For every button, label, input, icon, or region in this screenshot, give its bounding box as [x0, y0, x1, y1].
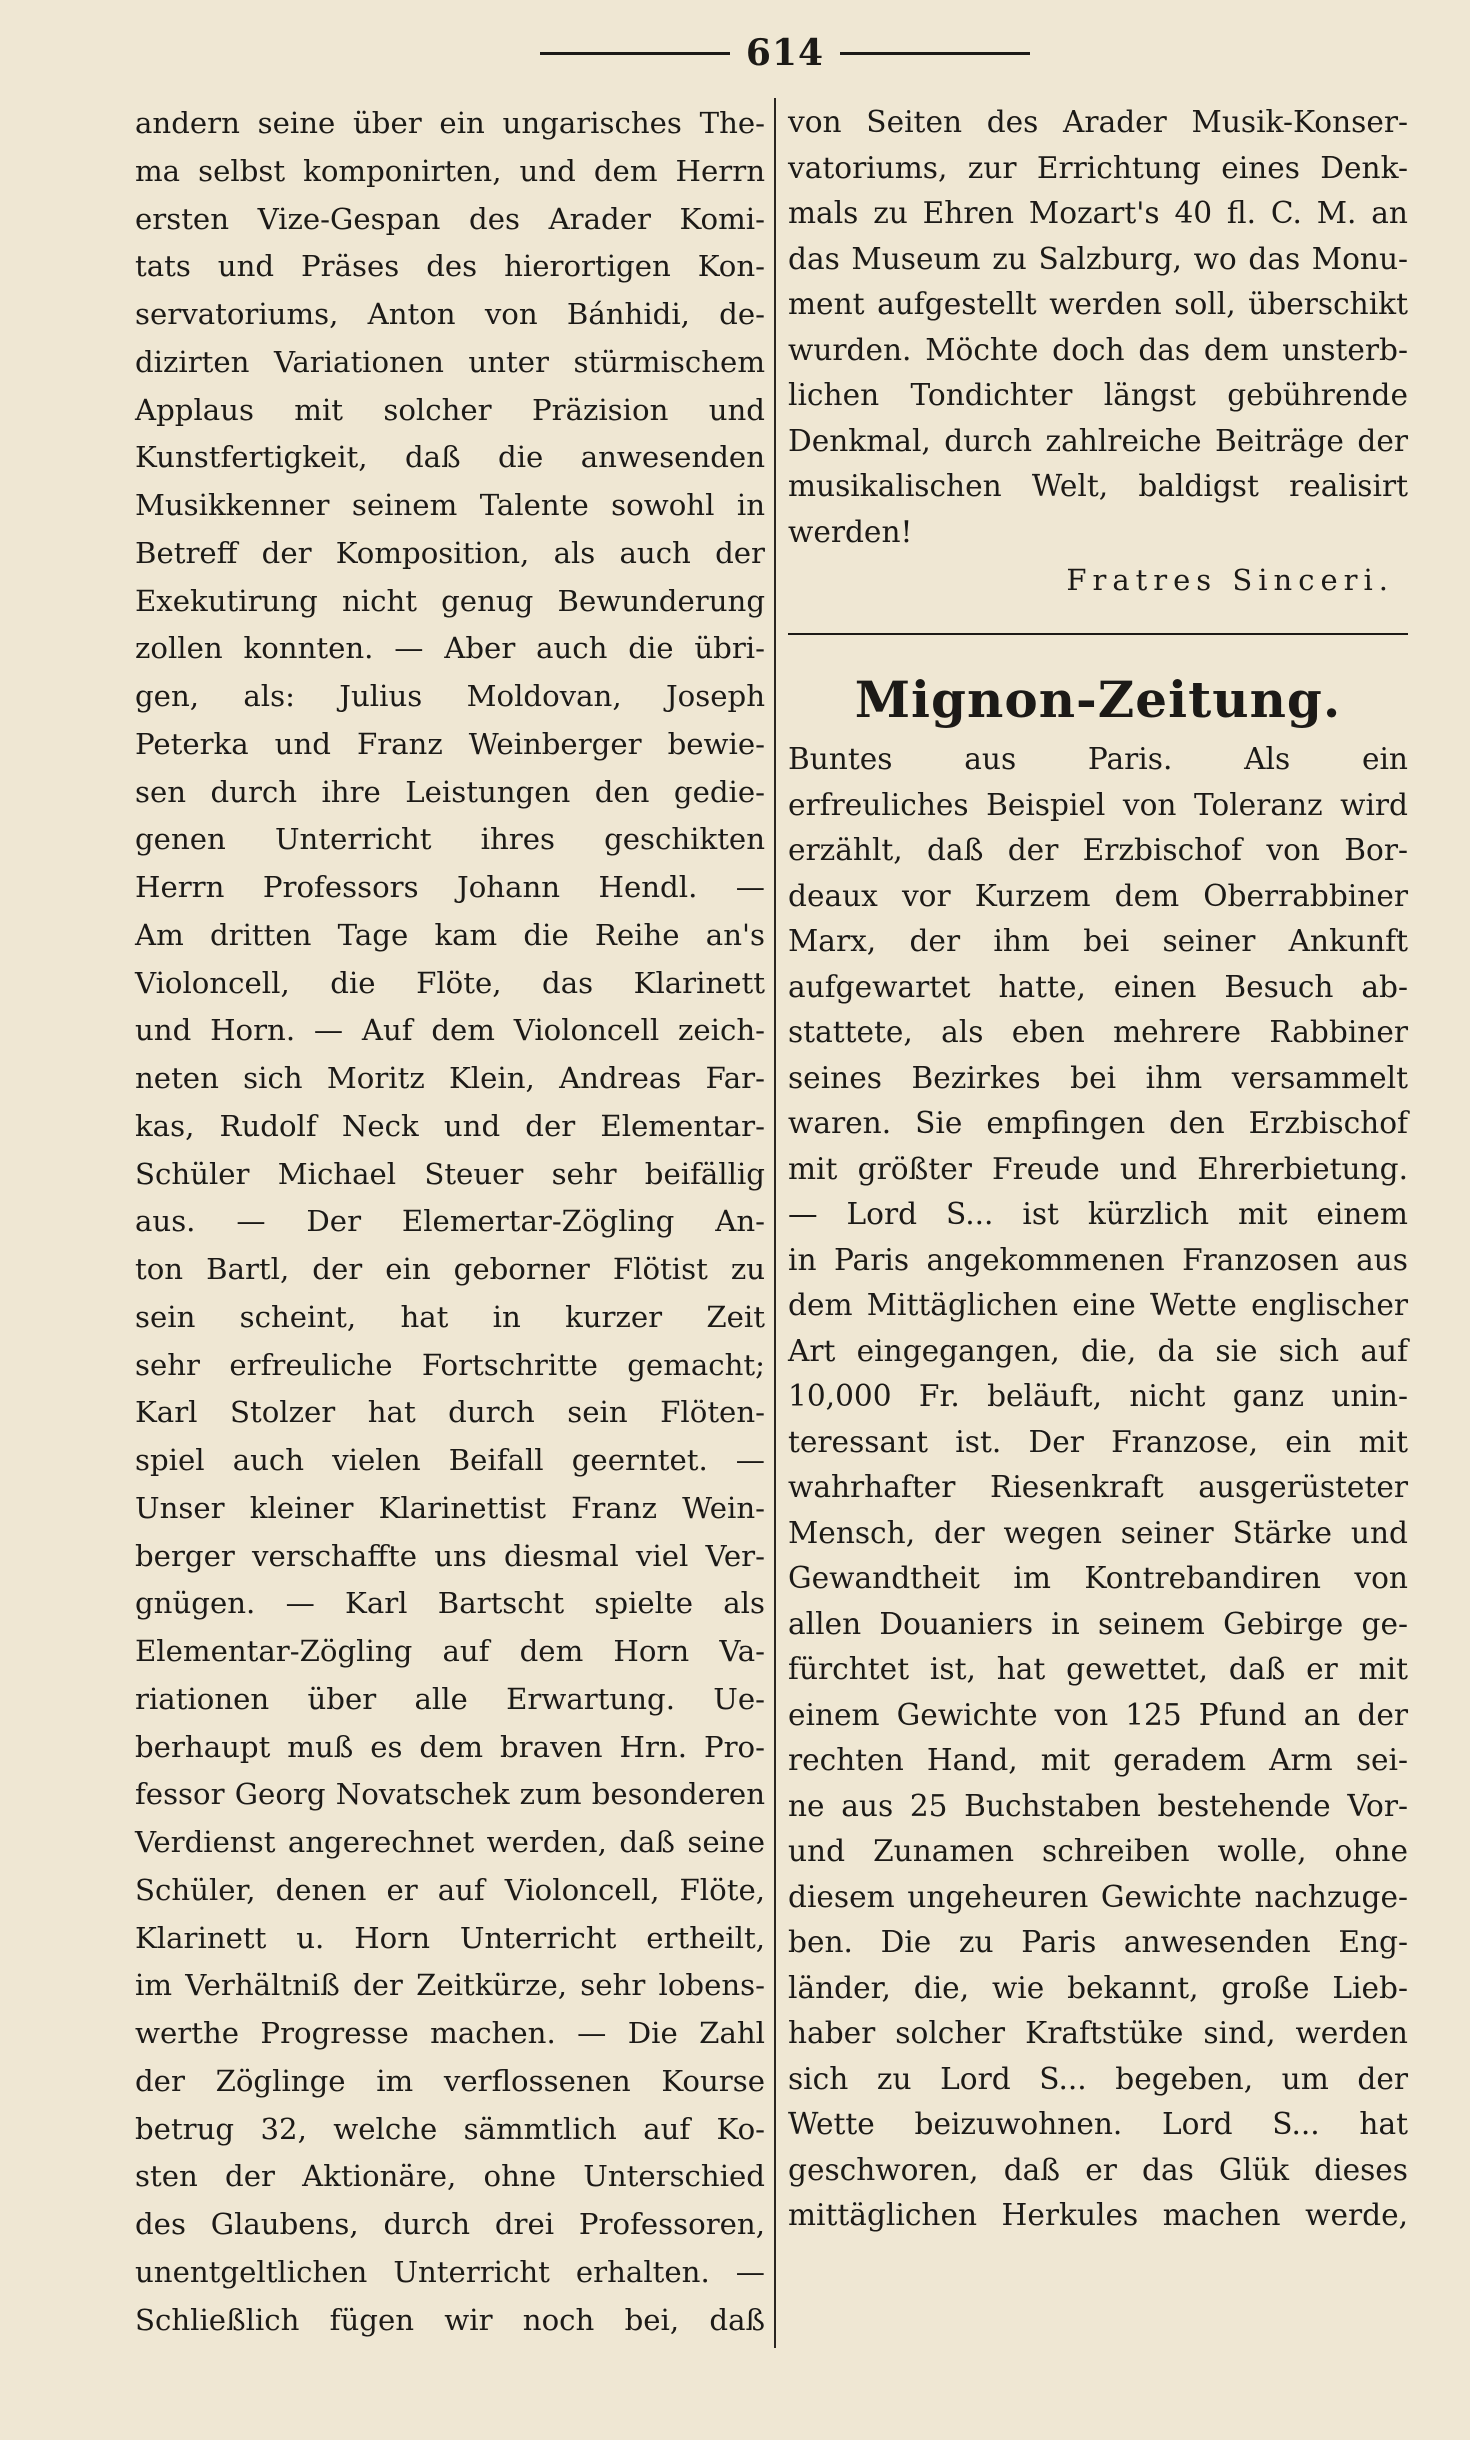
text-line: sen durch ihre Leistungen den gedie- [135, 774, 765, 809]
text-line: werthe Progresse machen. — Die Zahl [135, 2016, 765, 2050]
text-line: zollen konnten. — Aber auch die übri- [135, 631, 765, 666]
text-line: wahrhafter Riesenkraft ausgerüsteter [788, 1470, 1408, 1504]
text-line: vatoriums, zur Errichtung eines Denk- [788, 150, 1408, 185]
text-line: sein scheint, hat in kurzer Zeit [135, 1299, 765, 1334]
text-line: allen Douaniers in seinem Gebirge ge- [788, 1606, 1408, 1641]
text-line: Marx, der ihm bei seiner Ankunft [788, 924, 1408, 958]
page-header [540, 28, 1030, 78]
text-line: Elementar-Zögling auf dem Horn Va- [135, 1634, 765, 1668]
text-line: diesem ungeheuren Gewichte nachzuge- [788, 1879, 1408, 1914]
text-line: sten der Aktionäre, ohne Unterschied [135, 2159, 765, 2194]
text-line: sehr erfreuliche Fortschritte gemacht; [135, 1347, 765, 1382]
text-line: genen Unterricht ihres geschikten [135, 822, 765, 857]
text-line: Peterka und Franz Weinberger bewie- [135, 726, 765, 761]
text-line: dem Mittäglichen eine Wette englischer [788, 1288, 1408, 1322]
text-line: stattete, als eben mehrere Rabbiner [788, 1015, 1408, 1049]
text-line: Musikkenner seinem Talente sowohl in [135, 488, 765, 522]
text-line: dizirten Variationen unter stürmischem [135, 344, 765, 379]
text-line: gen, als: Julius Moldovan, Joseph [135, 679, 765, 713]
text-line: Klarinett u. Horn Unterricht ertheilt, [135, 1920, 765, 1955]
header-rule-right [840, 52, 1030, 55]
text-line: aus. — Der Elemertar-Zögling An- [135, 1204, 765, 1239]
text-line: Art eingegangen, die, da sie sich auf [788, 1333, 1408, 1368]
text-line: fürchtet ist, hat gewettet, daß er mit [788, 1652, 1408, 1686]
text-line: andern seine über ein ungarisches The- [135, 106, 765, 140]
text-line: Am dritten Tage kam die Reihe an's [135, 917, 765, 952]
text-line: aufgewartet hatte, einen Besuch ab- [788, 969, 1408, 1004]
section-divider [788, 633, 1408, 635]
text-line: kas, Rudolf Neck und der Elementar- [135, 1108, 765, 1143]
text-line: Schüler, denen er auf Violoncell, Flöte, [135, 1872, 765, 1907]
text-line: ben. Die zu Paris anwesenden Eng- [788, 1925, 1408, 1959]
text-line: fessor Georg Novatschek zum besonderen [135, 1777, 765, 1812]
text-line: lichen Tondichter längst gebührende [788, 378, 1408, 412]
text-line: deaux vor Kurzem dem Oberrabbiner [788, 878, 1408, 913]
right-column [788, 100, 1408, 2239]
text-line: — Lord S... ist kürzlich mit einem [788, 1197, 1408, 1231]
text-line: sich zu Lord S... begeben, um der [788, 2061, 1408, 2096]
text-line: Karl Stolzer hat durch sein Flöten- [135, 1395, 765, 1430]
header-rule-left [540, 52, 730, 55]
text-line: mittäglichen Herkules machen werde, [788, 2198, 1408, 2232]
text-line: wurden. Möchte doch das dem unsterb- [788, 332, 1408, 367]
text-line: rechten Hand, mit geradem Arm sei- [788, 1743, 1408, 1777]
text-line: ma selbst komponirten, und dem Herrn [135, 153, 765, 188]
text-line: von Seiten des Arader Musik-Konser- [788, 105, 1408, 139]
text-line: ersten Vize-Gespan des Arader Komi- [135, 201, 765, 236]
text-line: Herrn Professors Johann Hendl. — [135, 870, 765, 904]
text-line: der Zöglinge im verflossenen Kourse [135, 2063, 765, 2098]
text-line: betrug 32, welche sämmtlich auf Ko- [135, 2111, 765, 2146]
text-line: länder, die, wie bekannt, große Lieb- [788, 1970, 1408, 2005]
text-line: musikalischen Welt, baldigst realisirt [788, 469, 1408, 503]
text-line: mals zu Ehren Mozart's 40 fl. C. M. an [788, 196, 1408, 230]
text-line: riationen über alle Erwartung. Ue- [135, 1681, 765, 1716]
text-line: erfreuliches Beispiel von Toleranz wird [788, 787, 1408, 822]
text-line: Betreff der Komposition, als auch der [135, 535, 765, 570]
text-line: Schließlich fügen wir noch bei, daß [135, 2302, 765, 2337]
text-line: neten sich Moritz Klein, Andreas Far- [135, 1061, 765, 1095]
text-line: tats und Präses des hierortigen Kon- [135, 249, 765, 284]
text-line: Gewandtheit im Kontrebandiren von [788, 1561, 1408, 1595]
text-line: Kunstfertigkeit, daß die anwesenden [135, 440, 765, 475]
text-line: und Horn. — Auf dem Violoncell zeich- [135, 1013, 765, 1048]
text-line: werden! [788, 514, 913, 549]
text-line: ne aus 25 Buchstaben bestehende Vor- [788, 1788, 1408, 1823]
text-line: ment aufgestellt werden soll, überschikt [788, 287, 1408, 321]
text-line: Denkmal, durch zahlreiche Beiträge der [788, 423, 1408, 458]
text-line: servatoriums, Anton von Bánhidi, de- [135, 297, 765, 331]
text-line: im Verhältniß der Zeitkürze, sehr lobens- [135, 1968, 765, 2003]
left-column [135, 100, 765, 2344]
text-line: in Paris angekommenen Franzosen aus [788, 1242, 1408, 1277]
text-line: seines Bezirkes bei ihm versammelt [788, 1060, 1408, 1095]
text-line: das Museum zu Salzburg, wo das Monu- [788, 241, 1408, 276]
text-line: Schüler Michael Steuer sehr beifällig [135, 1156, 765, 1191]
text-line: berger verschaffte uns diesmal viel Ver- [135, 1538, 765, 1573]
column-divider [774, 98, 776, 2348]
text-line: berhaupt muß es dem braven Hrn. Pro- [135, 1729, 765, 1764]
text-line: unentgeltlichen Unterricht erhalten. — [135, 2254, 765, 2289]
text-line: geschworen, daß er das Glük dieses [788, 2152, 1408, 2187]
text-line: Unser kleiner Klarinettist Franz Wein- [135, 1490, 765, 1525]
text-line: haber solcher Kraftstüke sind, werden [788, 2016, 1408, 2050]
text-line: 10,000 Fr. beläuft, nicht ganz unin- [788, 1379, 1408, 1413]
text-line: mit größter Freude und Ehrerbietung. [788, 1151, 1408, 1186]
text-line: spiel auch vielen Beifall geerntet. — [135, 1443, 765, 1477]
text-line: erzählt, daß der Erzbischof von Bor- [788, 833, 1408, 867]
text-line: Mensch, der wegen seiner Stärke und [788, 1515, 1408, 1550]
text-line: einem Gewichte von 125 Pfund an der [788, 1697, 1408, 1732]
text-line: Exekutirung nicht genug Bewunderung [135, 583, 765, 618]
section-title: Mignon-Zeitung. [854, 670, 1342, 729]
article-signature: Fratres Sinceri. [1066, 563, 1394, 597]
text-line: ton Bartl, der ein geborner Flötist zu [135, 1252, 765, 1286]
text-line: Violoncell, die Flöte, das Klarinett [135, 965, 765, 1000]
text-line: des Glaubens, durch drei Professoren, [135, 2207, 765, 2241]
page-number: 614 [745, 32, 825, 74]
text-line: Buntes aus Paris. Als ein [788, 742, 1408, 776]
text-line: waren. Sie empfingen den Erzbischof [788, 1106, 1408, 1140]
text-line: Wette beizuwohnen. Lord S... hat [788, 2107, 1408, 2141]
text-line: Applaus mit solcher Präzision und [135, 392, 765, 427]
text-line: und Zunamen schreiben wolle, ohne [788, 1834, 1408, 1868]
text-line: Verdienst angerechnet werden, daß seine [135, 1825, 765, 1859]
text-line: teressant ist. Der Franzose, ein mit [788, 1424, 1408, 1459]
text-line: gnügen. — Karl Bartscht spielte als [135, 1586, 765, 1621]
